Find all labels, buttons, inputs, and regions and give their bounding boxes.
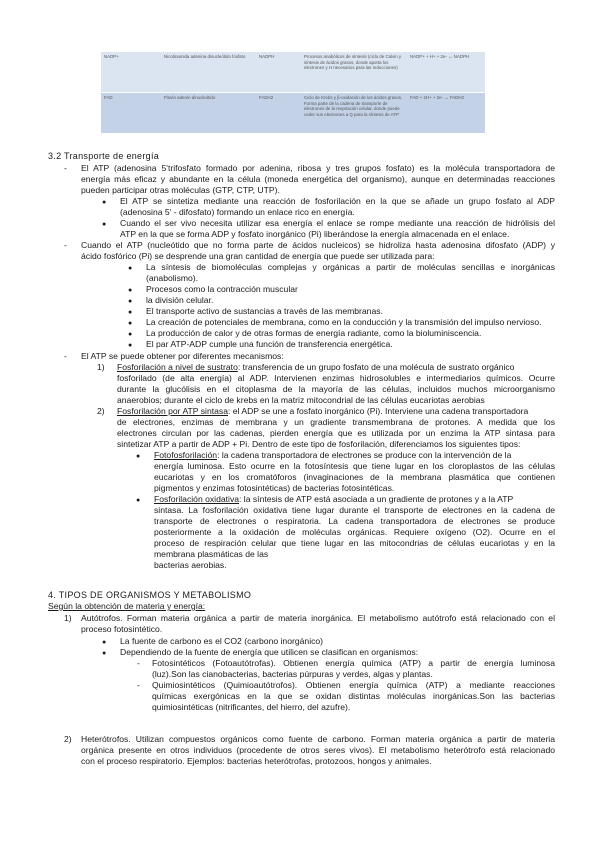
number-marker: 1) (64, 613, 72, 623)
paragraph-line: fosforilado (de alta energía) al ADP. Intervienen enzimas hidrosolubles e intermediarios químicos. Ocurre (117, 373, 555, 383)
paragraph-line: El ATP se sintetiza mediante una reacción de fosforilación en la que se añade un grupo fosfato al ADP (120, 196, 555, 206)
paragraph-line: Dependiendo de la fuente de energía que utilicen se clasifican en organismos: (120, 647, 419, 657)
paragraph-line: orgánica presente en otros individuos (procedente de otros seres vivos). El metabolismo heterótrofo está relacionado (81, 745, 555, 755)
bullet-marker: ● (128, 298, 133, 305)
bullet-marker: ● (102, 199, 107, 206)
paragraph-line: electrones circulan por las cadenas, pierden energía que es utilizada por un enzima la ATP sintasa para (117, 428, 555, 438)
paragraph-line: Cuando el ser vivo necesita utilizar esa energía el enlace se rompe mediante una reacción de hidrólisis del (120, 218, 555, 228)
term-oxidative-phosphorylation: Fosforilación oxidativa (154, 494, 240, 504)
dash-marker: - (64, 163, 67, 173)
term-photophosphorylation: Fotofosforilación (154, 450, 218, 460)
bullet-marker: ● (128, 320, 133, 327)
paragraph-line: La producción de calor y de otras formas de energía radiante, como la bioluminiscencia. (146, 328, 482, 338)
bullet-marker: ● (102, 221, 107, 228)
dash-marker: - (64, 351, 67, 361)
paragraph-line: Fotosintéticos (Fotoautótrofas). Obtienen energía química (ATP) a partir de energía luminosa (152, 658, 555, 668)
bullet-marker: ● (136, 453, 141, 460)
paragraph-line: bacterias aerobias. (154, 560, 227, 570)
paragraph-line: La fuente de carbono es el CO2 (carbono inorgánico) (120, 636, 324, 646)
paragraph-line (154, 450, 555, 461)
dash-marker: - (137, 658, 140, 668)
paragraph-line: (luz).Son las cianobacterias, bacterias púrpuras y verdes, algas y plantas. (152, 669, 433, 679)
definition-text: : la síntesis de ATP está asociada a un gradiente de protones y a la ATP (239, 494, 514, 504)
paragraph-line: anaerobios; durante el ciclo de krebs en la matriz mitocondrial de las células eucariotas aerobias (117, 395, 485, 405)
paragraph-line: La creación de potenciales de membrana, como en la conducción y la transmisión del impulso nervioso. (146, 317, 542, 327)
section-subtitle: Según la obtención de materia y energía: (48, 601, 206, 611)
paragraph-line (154, 494, 555, 505)
section-heading: 3.2 Transporte de energía (48, 151, 160, 161)
paragraph-line: Cuando el ATP (nucleótido que no forma parte de ácidos nucleicos) se hidroliza hasta adenosina difosfato (ADP) y (81, 240, 555, 250)
bullet-marker: ● (102, 639, 107, 646)
table-row (101, 52, 485, 93)
section-heading: 4. TIPOS DE ORGANISMOS Y METABOLISMO (48, 590, 252, 600)
paragraph-line: El par ATP-ADP cumple una función de transferencia energética. (146, 339, 393, 349)
paragraph-line: sintasa. La fosforilación oxidativa tiene lugar durante el transporte de electrones en la cadena de (154, 505, 555, 515)
bullet-marker: ● (128, 331, 133, 338)
definition-text: : la cadena transportadora de electrones se produce con la intervención de la (217, 450, 512, 460)
paragraph-line: quimiosintéticas (nitrificantes, del hierro, del azufre). (152, 702, 351, 712)
table-cell: Ciclo de Krebs y β-oxidación de los ácidos grasos. Forma parte de la cadena de transporte de electrones de la respiración celular, donde puede ceder sus electrones a Q para la síntesis de ATP (301, 93, 407, 134)
paragraph-line: membrana plasmáticas de las (154, 549, 269, 559)
number-marker: 2) (97, 406, 105, 416)
paragraph-line: (anabolismo). (146, 273, 199, 283)
paragraph-line: Autótrofos. Forman materia orgánica a partir de materia inorgánica. El metabolismo autótrofo está relacionado con el (81, 613, 555, 623)
dash-marker: - (137, 680, 140, 690)
paragraph-line: El transporte activo de sustancias a través de las membranas. (146, 306, 383, 316)
table-cell: NADP+ (101, 52, 161, 93)
definition-text: : transferencia de un grupo fosfato de una molécula de sustrato orgánico (237, 362, 515, 372)
paragraph-line: (adenosina 5' - difosfato) formando un enlace rico en energía. (120, 207, 355, 217)
paragraph-line: energía luminosa. Esto ocurre en la fotosíntesis que tiene lugar en los cloroplastos de las células (154, 461, 555, 471)
paragraph-line: ácido fosfórico (Pi) se desprende una gran cantidad de energía que puede ser utilizada para: (81, 251, 435, 261)
table-cell: FADH2 (256, 93, 301, 134)
number-marker: 2) (64, 734, 72, 744)
paragraph-line: Procesos como la contracción muscular (146, 284, 298, 294)
paragraph-line: eucariotas y en los cromatóforos (invaginaciones de la membrana plasmática que contienen (154, 472, 555, 482)
paragraph-line: El ATP se puede obtener por diferentes mecanismos: (81, 351, 284, 361)
paragraph-line: pigmentos y enzimas fotosintéticas) de bacterias fotosintéticas. (154, 483, 395, 493)
paragraph-line: ATP en la que se forma ADP y fosfato inorgánico (Pi) liberándose la energía almacenada en el enlace. (120, 229, 510, 239)
table-cell: NADP+ + H+ + 2e- ↔ NADPH (407, 52, 485, 93)
paragraph-line: La síntesis de biomoléculas complejas y orgánicas a partir de moléculas sencillas e inorgánicas (146, 262, 555, 272)
table-cell: FAD + 2H+ + 2e- ↔ FADH2 (407, 93, 485, 134)
paragraph-line: durante la glucólisis en el citoplasma de la mayoría de las células, incluidos muchos microorganismo (117, 384, 555, 394)
bullet-marker: ● (102, 650, 107, 657)
definition-text: : el ADP se une a fosfato inorgánico (Pi). Interviene una cadena transportadora (227, 406, 529, 416)
coenzyme-table (101, 52, 485, 133)
paragraph-line: proceso fotosintético. (81, 624, 163, 634)
table-row (101, 93, 485, 134)
paragraph-line: proceso de respiración celular que tiene lugar en las mitocondrias de células eucariotas y en la (154, 538, 555, 548)
paragraph-line: posteriormente a la oxidación de moléculas orgánicas. Requiere oxígeno (O2). Ocurre en el (154, 527, 555, 537)
paragraph-line: transporte de electrones o respiratoria. La cadena transportadora de electrones se produce (154, 516, 555, 526)
paragraph-line: pueden participar otras moléculas (GTP, CTP, UTP). (81, 185, 280, 195)
table-cell: Flavín adenín dinucleótido (161, 93, 256, 134)
bullet-marker: ● (128, 342, 133, 349)
paragraph-line: Heterótrofos. Utilizan compuestos orgánicos como fuente de carbono. Forman materia orgánica a partir de materia (81, 734, 555, 744)
bullet-marker: ● (128, 309, 133, 316)
paragraph-line: Quimiosintéticos (Quimioautótrofos). Obtienen energía química (ATP) a mediante reacciones (152, 680, 555, 690)
paragraph-line: de electrones, enzimas de membrana y un gradiente transmembrana de protones. A medida que los (117, 417, 555, 427)
table-cell: FAD (101, 93, 161, 134)
table-cell: NADPH (256, 52, 301, 93)
number-marker: 1) (97, 362, 105, 372)
paragraph-line: sintetizar ATP a partir de ADP + Pi. Dentro de este tipo de fosforilación, diferenciamos los siguientes tipos: (117, 439, 521, 449)
table-cell: Procesos anabólicos de síntesis (ciclo de Calvin y síntesis de ácidos grasos, donde aporta los electrones y H necesarios para las reducciones) (301, 52, 407, 93)
term-atp-synthase-phosphorylation: Fosforilación por ATP sintasa (117, 406, 228, 416)
dash-marker: - (64, 240, 67, 250)
paragraph-line: químicas exergónicas en la que se oxidan distintas moléculas inorgánicas.Son las bacterias (152, 691, 555, 701)
paragraph-line (117, 406, 555, 417)
table-cell: Nicotinamida adenina dinucleótido fosfato (161, 52, 256, 93)
bullet-marker: ● (136, 497, 141, 504)
paragraph-line: El ATP (adenosina 5'trifosfato formado por adenina, ribosa y tres grupos fosfato) es la molécula transportadora de (81, 163, 555, 173)
paragraph-line (117, 362, 555, 373)
bullet-marker: ● (128, 265, 133, 272)
paragraph-line: con el proceso respiratorio. Ejemplos: bacterias heterótrofas, protozoos, hongos y animales. (81, 756, 432, 766)
paragraph-line: la división celular. (146, 295, 214, 305)
bullet-marker: ● (128, 287, 133, 294)
paragraph-line: energía más eficaz y abundante en la célula (moneda energética del organismo), aunque en determinadas reacciones (81, 174, 555, 184)
term-substrate-phosphorylation: Fosforilación a nivel de sustrato (117, 362, 238, 372)
